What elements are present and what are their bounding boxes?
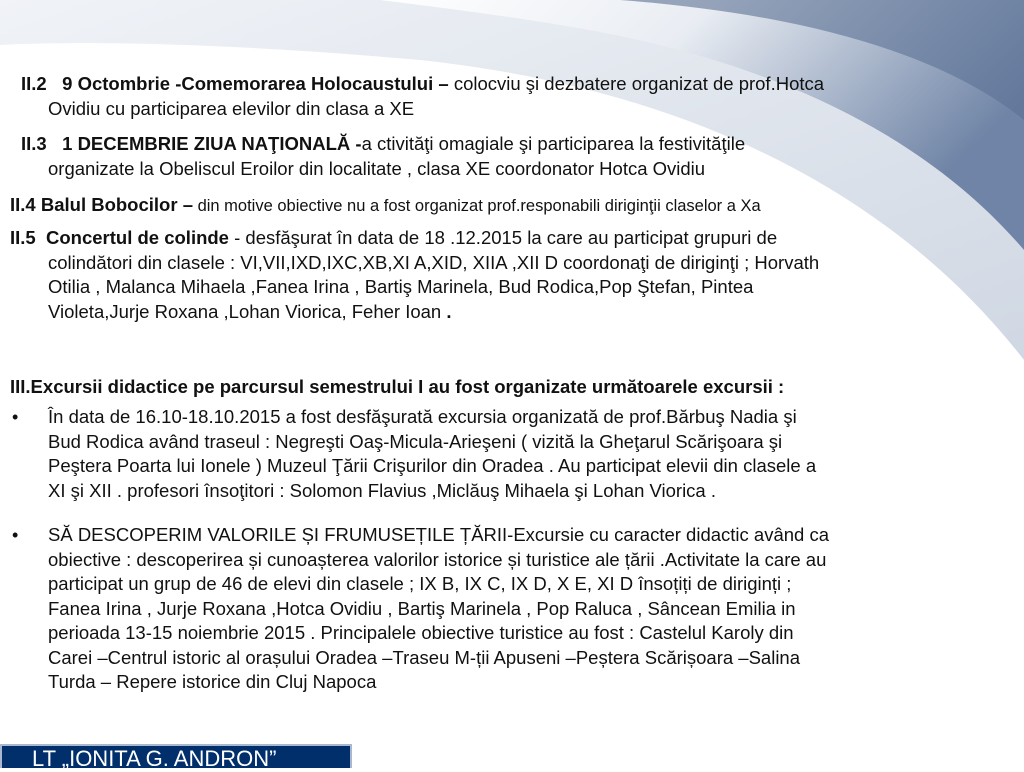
- bullet-text-line: Peştera Poarta lui Ionele ) Muzeul Ţării Crişurilor din Oradea . Au participat elevii din clasele a: [48, 455, 817, 476]
- paragraph-ii5: [0, 226, 1014, 324]
- section-text: din motive obiective nu a fost organizat prof.responabili diriginţii claselor a Xa: [192, 197, 761, 215]
- section-text: - desfăşurat în data de 18 .12.2015 la care au participat grupuri de: [228, 227, 778, 248]
- section-text-line: colindători din clasele : VI,VII,IXD,IXC,XB,XI A,XID, XIIA ,XII D coordonaţi de diriginţi ; Horvath: [48, 251, 820, 273]
- bullet-text-line: perioada 13-15 noiembrie 2015 . Principalele obiective turistice au fost : Castelul Karoly din: [48, 622, 794, 643]
- section-title: Concertul de colinde: [46, 227, 229, 248]
- bullet-text-line: Carei –Centrul istoric al orașului Oradea –Traseu M-ții Apuseni –Peștera Scărișoara –Salina: [48, 646, 801, 668]
- section-text: colocviu şi dezbatere organizat de prof.Hotca: [448, 73, 825, 94]
- bullet-text-line: participat un grup de 46 de elevi din clasele ; IX B, IX C, IX D, X E, XI D însoțiți de diriginți ;: [48, 573, 792, 594]
- section-title: II.4 Balul Bobocilor –: [10, 194, 193, 215]
- footer-school-name: LT „IONITA G. ANDRON”: [32, 746, 277, 771]
- excursions-heading-text: III.Excursii didactice pe parcursul semestrului I au fost organizate următoarele excursii :: [10, 376, 785, 397]
- section-end: .: [441, 300, 452, 322]
- section-title: 1 DECEMBRIE ZIUA NAŢIONALĂ -: [62, 133, 362, 154]
- paragraph-ii4: [0, 193, 1014, 219]
- bullet-text-line: XI şi XII . profesori însoţitori : Solomon Flavius ,Miclăuş Mihaela şi Lohan Viorica .: [48, 479, 716, 501]
- section-text-line: Otilia , Malanca Mihaela ,Fanea Irina , Bartiş Marinela, Bud Rodica,Pop Ştefan, Pintea: [48, 276, 754, 297]
- section-text-line: Violeta,Jurje Roxana ,Lohan Viorica, Feher Ioan: [48, 300, 442, 322]
- bullet-text-line: Fanea Irina , Jurje Roxana ,Hotca Ovidiu , Bartiş Marinela , Pop Raluca , Sâncean Emilia in: [48, 597, 796, 619]
- bullet-text-line: În data de 16.10-18.10.2015 a fost desfăşurată excursia organizată de prof.Bărbuş Nadia şi: [48, 406, 797, 427]
- bullet-text-line: Bud Rodica având traseul : Negreşti Oaş-Micula-Arieşeni ( vizită la Gheţarul Scărişoara şi: [48, 430, 783, 452]
- bullet-marker: •: [12, 407, 19, 427]
- excursions-heading: [0, 375, 1024, 400]
- section-text-line: Ovidiu cu participarea elevilor din clasa a XE: [48, 97, 415, 119]
- footer-school-banner: [0, 744, 352, 771]
- bullet-marker: •: [12, 525, 19, 545]
- paragraph-ii3: [0, 132, 1014, 181]
- section-number: II.2: [21, 73, 47, 94]
- section-text: a ctivităţi omagiale şi participarea la festivităţile: [361, 133, 746, 154]
- section-number: II.5: [10, 227, 36, 248]
- bullet-excursion-1: [0, 405, 1014, 503]
- bullet-excursion-2: [0, 523, 1014, 695]
- section-text-line: organizate la Obeliscul Eroilor din localitate , clasa XE coordonator Hotca Ovidiu: [48, 157, 706, 179]
- section-number: II.3: [21, 133, 47, 154]
- paragraph-ii2: [0, 72, 1014, 121]
- section-title: 9 Octombrie -Comemorarea Holocaustului –: [62, 73, 449, 94]
- bullet-text-line: Turda – Repere istorice din Cluj Napoca: [48, 671, 377, 692]
- bullet-text-line: obiective : descoperirea și cunoașterea valorilor istorice și turistice ale țării .Activitate la care au: [48, 548, 827, 570]
- bullet-text-line: SĂ DESCOPERIM VALORILE ȘI FRUMUSEȚILE ȚĂRII-Excursie cu caracter didactic având ca: [48, 524, 830, 545]
